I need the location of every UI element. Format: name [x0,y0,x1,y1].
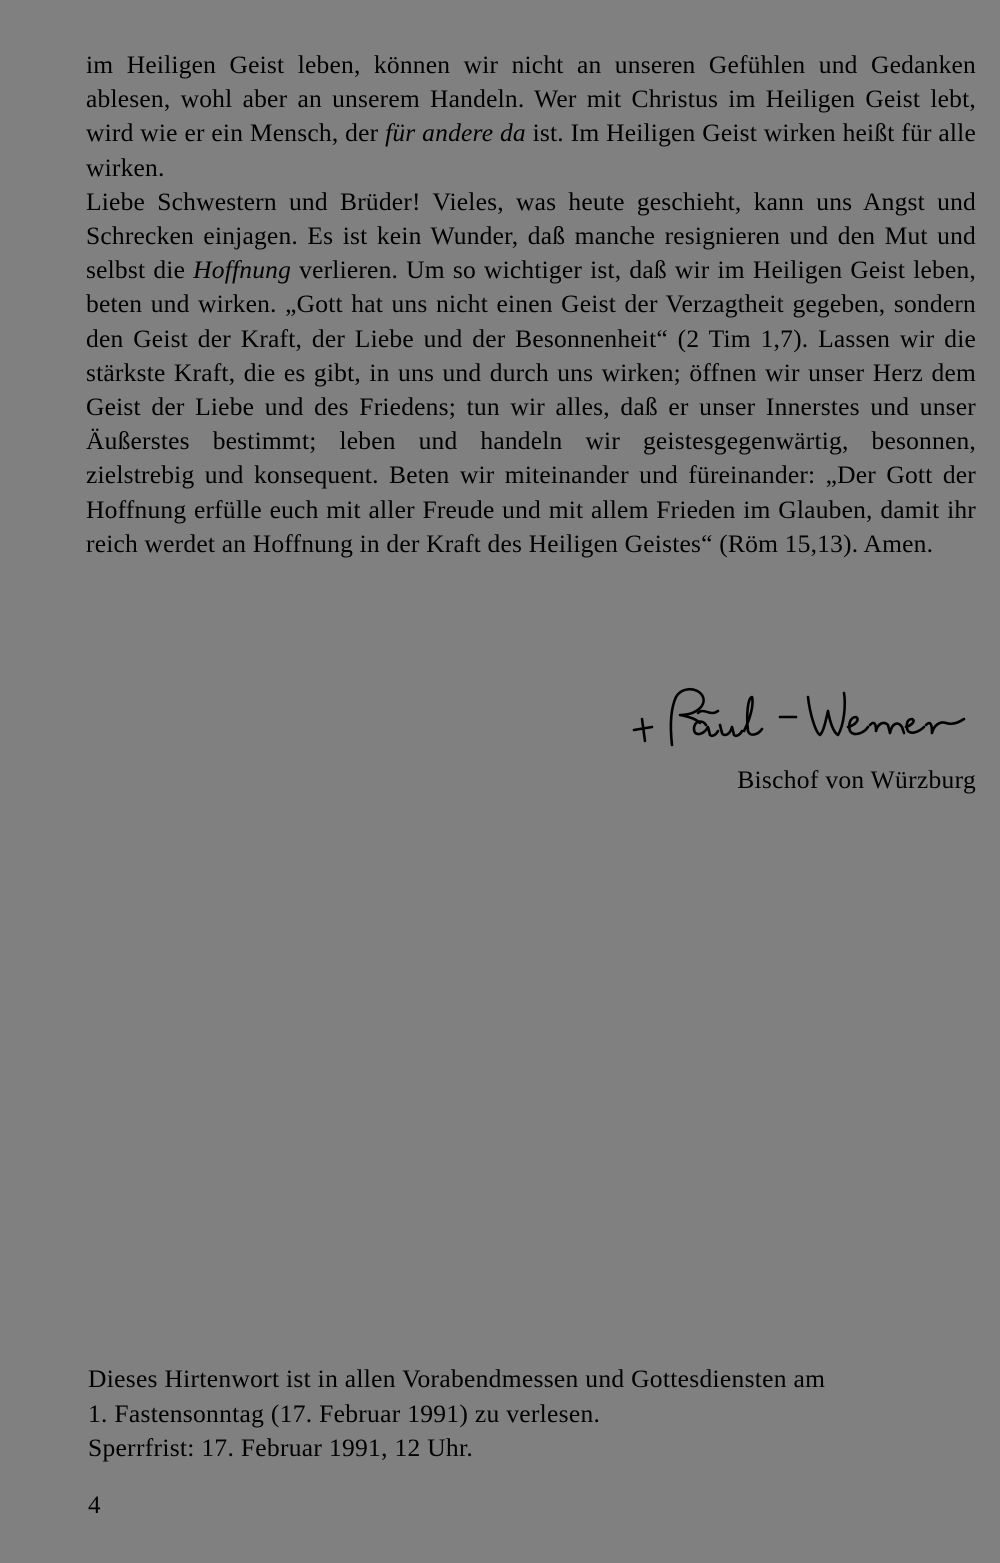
page-number: 4 [88,1492,101,1519]
paragraph-2-emphasis: Hoffnung [193,255,292,285]
paragraph-1-text-b: ist. Im Heiligen Geist wirken heißt für alle wirken. [86,118,976,182]
paragraph-1-text-a: im Heiligen Geist leben, können wir nicht an unseren Gefühlen und Gedanken ablesen, wohl aber an unserem Handeln. Wer mit Christus im Heiligen Geist lebt, wird wie er ein Mensch, der [86,50,976,148]
paragraph-2-text-b: verlieren. Um so wichtiger ist, daß wir im Heiligen Geist leben, beten und wirken. „Gott hat uns nicht einen Geist der Verzagtheit gegeben, sondern den Geist der Kraft, der Liebe und der Besonnenheit“ (2 Tim 1,7). Lassen wir die stärkste Kraft, die es gibt, in uns und durch uns wirken; öffnen wir unser Herz dem Geist der Liebe und des Friedens; tun wir alles, daß er unser Innerstes und unser Äußerstes bestimmt; leben und handeln wir geistesgegenwärtig, besonnen, zielstrebig und konsequent. Beten wir miteinander und füreinander: „Der Gott der Hoffnung erfülle euch mit aller Freude und mit allem Frieden im Glauben, damit ihr reich werdet an Hoffnung in der Kraft des Heiligen Geistes“ (Röm 15,13). Amen. [86,255,976,558]
footer-line-2: 1. Fastensonntag (17. Februar 1991) zu verlesen. [88,1398,601,1428]
paragraph-1-emphasis: für andere da [385,118,526,148]
handwritten-signature [620,675,980,755]
paragraph-2-text-a: Liebe Schwestern und Brüder! Vieles, was heute geschieht, kann uns Angst und Schrecken einjagen. Es ist kein Wunder, daß manche resignieren und den Mut und selbst die [86,186,976,285]
letter-body [86,48,976,561]
footer-line-1: Dieses Hirtenwort ist in allen Vorabendmessen und Gottesdiensten am [88,1364,826,1393]
footer-line-3: Sperrfrist: 17. Februar 1991, 12 Uhr. [88,1433,474,1462]
footer-note [88,1362,978,1466]
paragraph-2 [86,185,976,561]
signature-title: Bischof von Würzburg [737,765,976,794]
paragraph-1 [86,48,976,185]
